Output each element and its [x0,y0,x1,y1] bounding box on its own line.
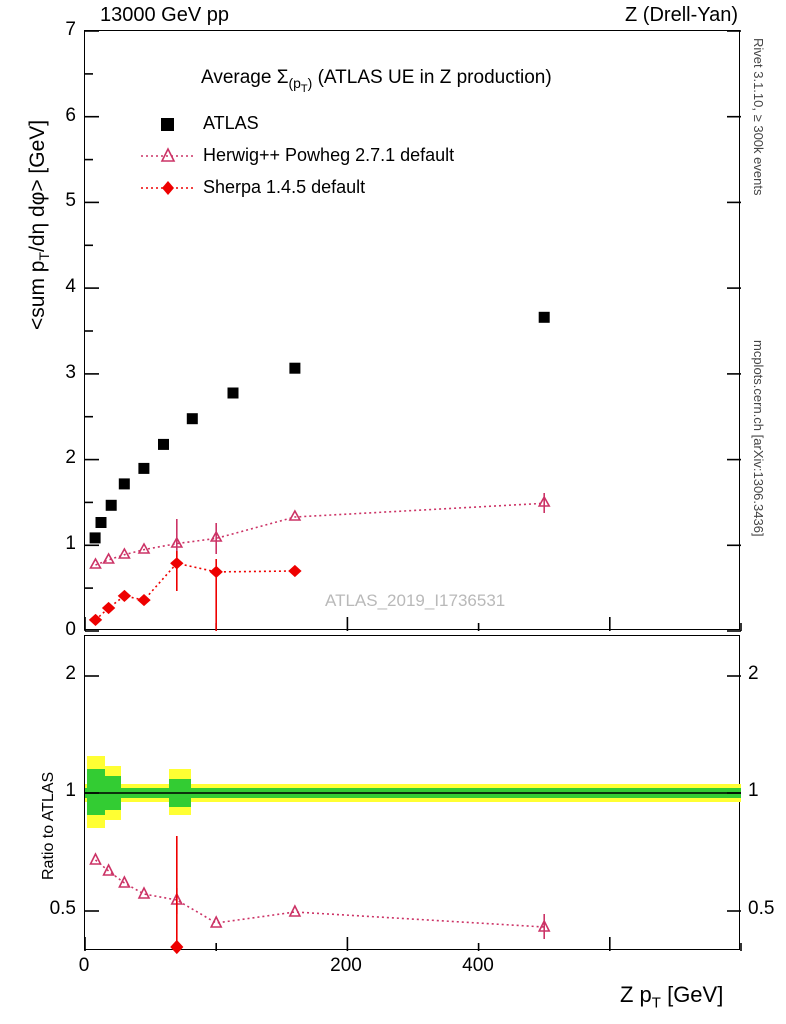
y-tick-7: 7 [65,19,76,40]
ratio-y-tick-05-right: 0.5 [748,898,775,919]
analysis-watermark: ATLAS_2019_I1736531 [325,591,506,610]
legend-marker-open-triangle [139,141,199,171]
legend-item-atlas [139,109,559,141]
header-process: Z (Drell-Yan) [625,4,738,26]
y-tick-1: 1 [65,533,76,554]
y-tick-2: 2 [65,447,76,468]
mcplots-annotation: mcplots.cern.ch [arXiv:1306.3436] [751,340,766,537]
x-tick-200: 200 [330,955,362,976]
ratio-series-sherpa [171,836,182,953]
y-tick-6: 6 [65,105,76,126]
y-tick-0: 0 [65,619,76,640]
y-axis-label-ratio: Ratio to ATLAS [40,771,57,880]
plot-title: Average $\Sigma_{(p_T)}$ (ATLAS UE in Z production) [201,67,552,95]
x-axis-label: Z $p_T$ [GeV] [620,982,724,1012]
ratio-plot-svg [85,636,741,951]
legend-item-herwig [139,141,559,173]
x-tick-0: 0 [78,955,90,976]
y-tick-3: 3 [65,362,76,383]
legend-label-herwig: Herwig++ Powheg 2.7.1 default [203,145,455,165]
y-tick-5: 5 [65,190,76,211]
y-axis-label-main: <sum $p_T/d\eta$ dφ> [GeV] [26,119,53,330]
legend-label-atlas: ATLAS [203,113,259,133]
series-sherpa [90,551,300,631]
legend-marker-filled-square [139,109,199,139]
legend-label-sherpa: Sherpa 1.4.5 default [203,177,366,197]
series-herwig [91,493,550,569]
legend-item-sherpa [139,173,559,205]
series-atlas [90,312,550,544]
uncertainty-band [85,756,741,828]
legend [139,109,559,205]
ratio-y-tick-1-left: 1 [65,780,76,801]
ratio-y-tick-2-left: 2 [65,663,76,684]
header-beam-info: 13000 GeV pp [100,4,229,26]
ratio-y-tick-05-left: 0.5 [49,898,76,919]
rivet-version-annotation: Rivet 3.1.10, ≥ 300k events [751,38,766,196]
ratio-plot-panel [84,635,740,950]
ratio-y-tick-2-right: 2 [748,663,759,684]
main-plot-panel [84,30,740,630]
legend-marker-filled-diamond [139,173,199,203]
y-tick-4: 4 [65,276,76,297]
x-tick-400: 400 [462,955,494,976]
ratio-series-herwig [91,854,550,939]
ratio-y-tick-1-right: 1 [748,780,759,801]
